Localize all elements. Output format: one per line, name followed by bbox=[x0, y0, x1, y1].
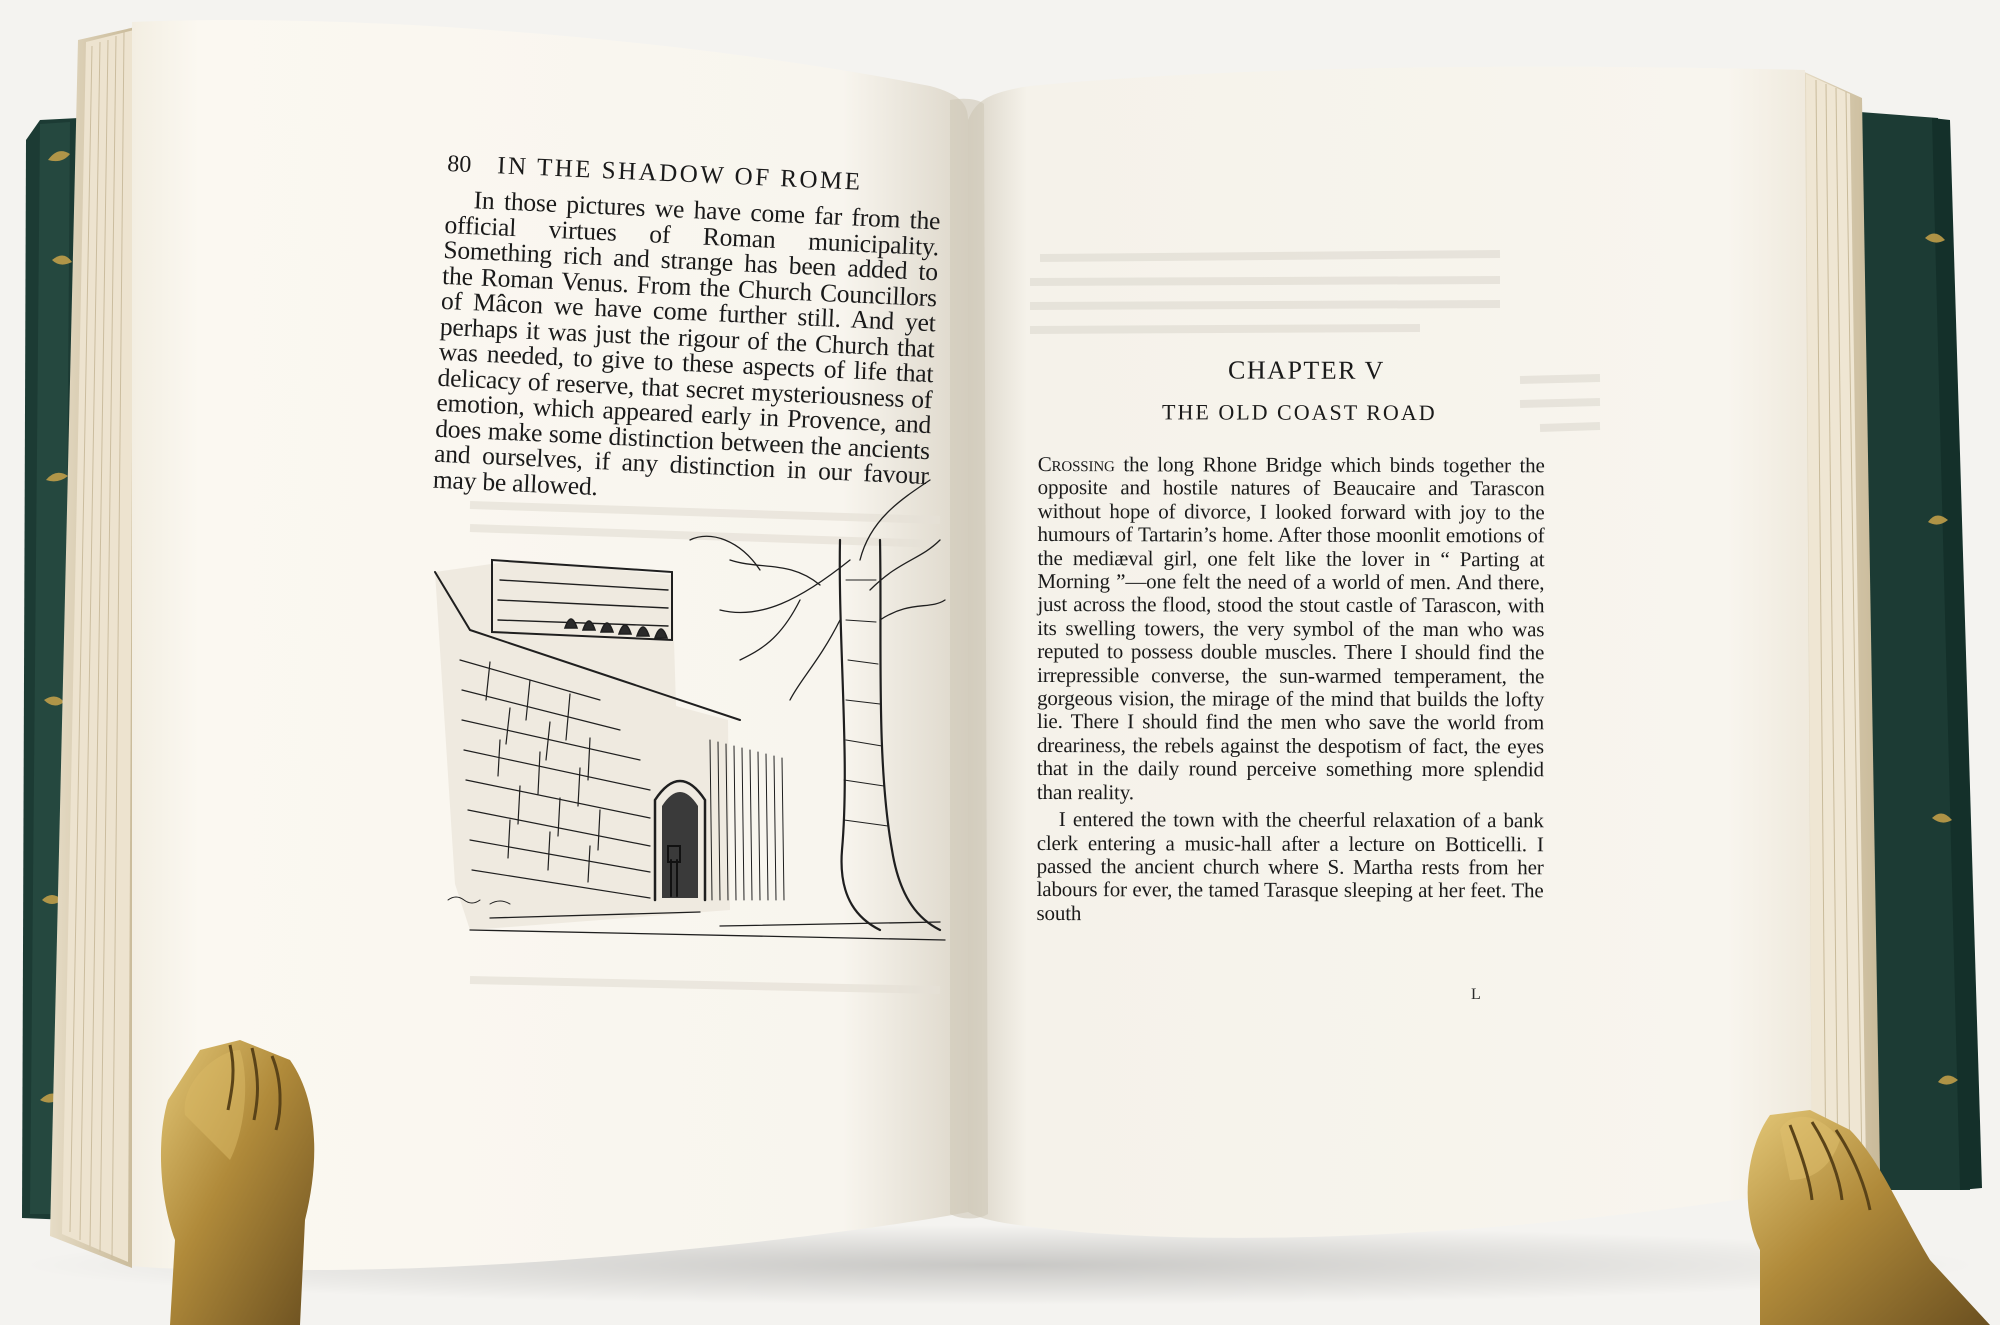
signature-mark: L bbox=[1471, 986, 1481, 1003]
left-page-text bbox=[432, 150, 942, 514]
right-page-text bbox=[1037, 355, 1545, 926]
running-head-title: IN THE SHADOW OF ROME bbox=[496, 152, 864, 196]
right-paragraph-2: I entered the town with the cheerful relaxation of a bank clerk entering a music-hall after a lecture on Botticelli. I passed the ancient church where S. Martha rests from her labours for ever, the tamed Tarasque sleeping at her feet. The south bbox=[1036, 807, 1544, 925]
paragraph-1-body: the long Rhone Bridge which binds together the opposite and hostile natures of Beaucaire and Tarascon without hope of divorce, I looked forward with joy to the humours of Tartarin’s home. After those moonlit emotions of the mediæval girl, one felt like the lover in “ Parting at Morning ”—one felt the need of a world of men. And there, just across the flood, stood the stout castle of Tarascon, with its swelling towers, the very symbol of the man who was reputed to possess double muscles. There I should find the irrepressible converse, the sun-warmed temperament, the gorgeous vision, the mirage of the mind that builds the lofty lie. There I should find the men who save the world from dreariness, the rebels against the despotism of fact, the eyes that in the daily round perceive something more splendid than reality. bbox=[1036, 452, 1545, 804]
chapter-title: THE OLD COAST ROAD bbox=[1162, 399, 1437, 426]
page-number: 80 bbox=[446, 150, 472, 179]
paragraph-lead-word: Crossing bbox=[1037, 451, 1115, 477]
left-brass-hand-stand bbox=[161, 1040, 314, 1325]
right-paragraph-1 bbox=[1037, 453, 1545, 805]
left-paragraph: In those pictures we have come far from the official virtues of Roman municipality. Something rich and strange has been added to the Roman Venus. From the Church Councillors of Mâcon we have come further still. And yet perhaps it was just the rigour of the Church that was needed, to give to these aspects of life that delicacy of reserve, that secret mysteriousness of emotion, which appeared early in Provence, and does make some distinction between the ancients and ourselves, if any distinction in our favour may be allowed. bbox=[432, 185, 941, 501]
chapter-number: CHAPTER V bbox=[1228, 355, 1385, 385]
